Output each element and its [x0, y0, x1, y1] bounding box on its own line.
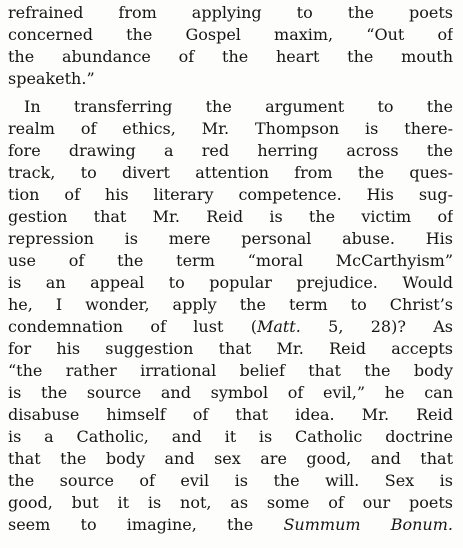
text-line: disabuse himself of that idea. Mr. Reid: [8, 405, 453, 424]
text-line: speaketh.”: [8, 69, 95, 88]
text-line: good, but it is not, as some of our poets: [8, 493, 453, 512]
citation-italic: Matt.: [256, 317, 301, 336]
text-line: repression is mere personal abuse. His: [8, 229, 453, 248]
text-line: concerned the Gospel maxim, “Out of: [8, 25, 453, 44]
text-run: condemnation of lust (: [8, 317, 257, 336]
text-line: for his suggestion that Mr. Reid accepts: [8, 339, 453, 358]
text-run: 5, 28)? As: [300, 317, 453, 336]
text-column: [8, 2, 453, 536]
text-line: tion of his literary competence. His sug-: [8, 185, 453, 204]
text-line: track, to divert attention from the ques-: [8, 163, 453, 182]
text-line-citation: [8, 316, 453, 338]
summum-bonum-italic: Summum Bonum.: [283, 515, 453, 534]
text-line: is the source and symbol of evil,” he can: [8, 383, 453, 402]
text-line: use of the term “moral McCarthyism”: [8, 251, 453, 270]
text-line: fore drawing a red herring across the: [8, 141, 453, 160]
text-line: In transferring the argument to the: [24, 97, 453, 116]
text-line: refrained from applying to the poets: [8, 3, 453, 22]
text-line-final: [8, 514, 453, 536]
text-line: gestion that Mr. Reid is the victim of: [8, 207, 453, 226]
text-run: seem to imagine, the: [8, 515, 284, 534]
text-line: the source of evil is the will. Sex is: [8, 471, 453, 490]
text-line: that the body and sex are good, and that: [8, 449, 453, 468]
paragraph-2: [8, 96, 453, 536]
text-line: the abundance of the heart the mouth: [8, 47, 453, 66]
text-line: he, I wonder, apply the term to Christ’s: [8, 295, 453, 314]
text-line: is an appeal to popular prejudice. Would: [8, 273, 453, 292]
text-line: is a Catholic, and it is Catholic doctrine: [8, 427, 453, 446]
text-line: realm of ethics, Mr. Thompson is there-: [8, 119, 453, 138]
text-line: “the rather irrational belief that the body: [8, 361, 453, 380]
paragraph-1: [8, 2, 453, 90]
